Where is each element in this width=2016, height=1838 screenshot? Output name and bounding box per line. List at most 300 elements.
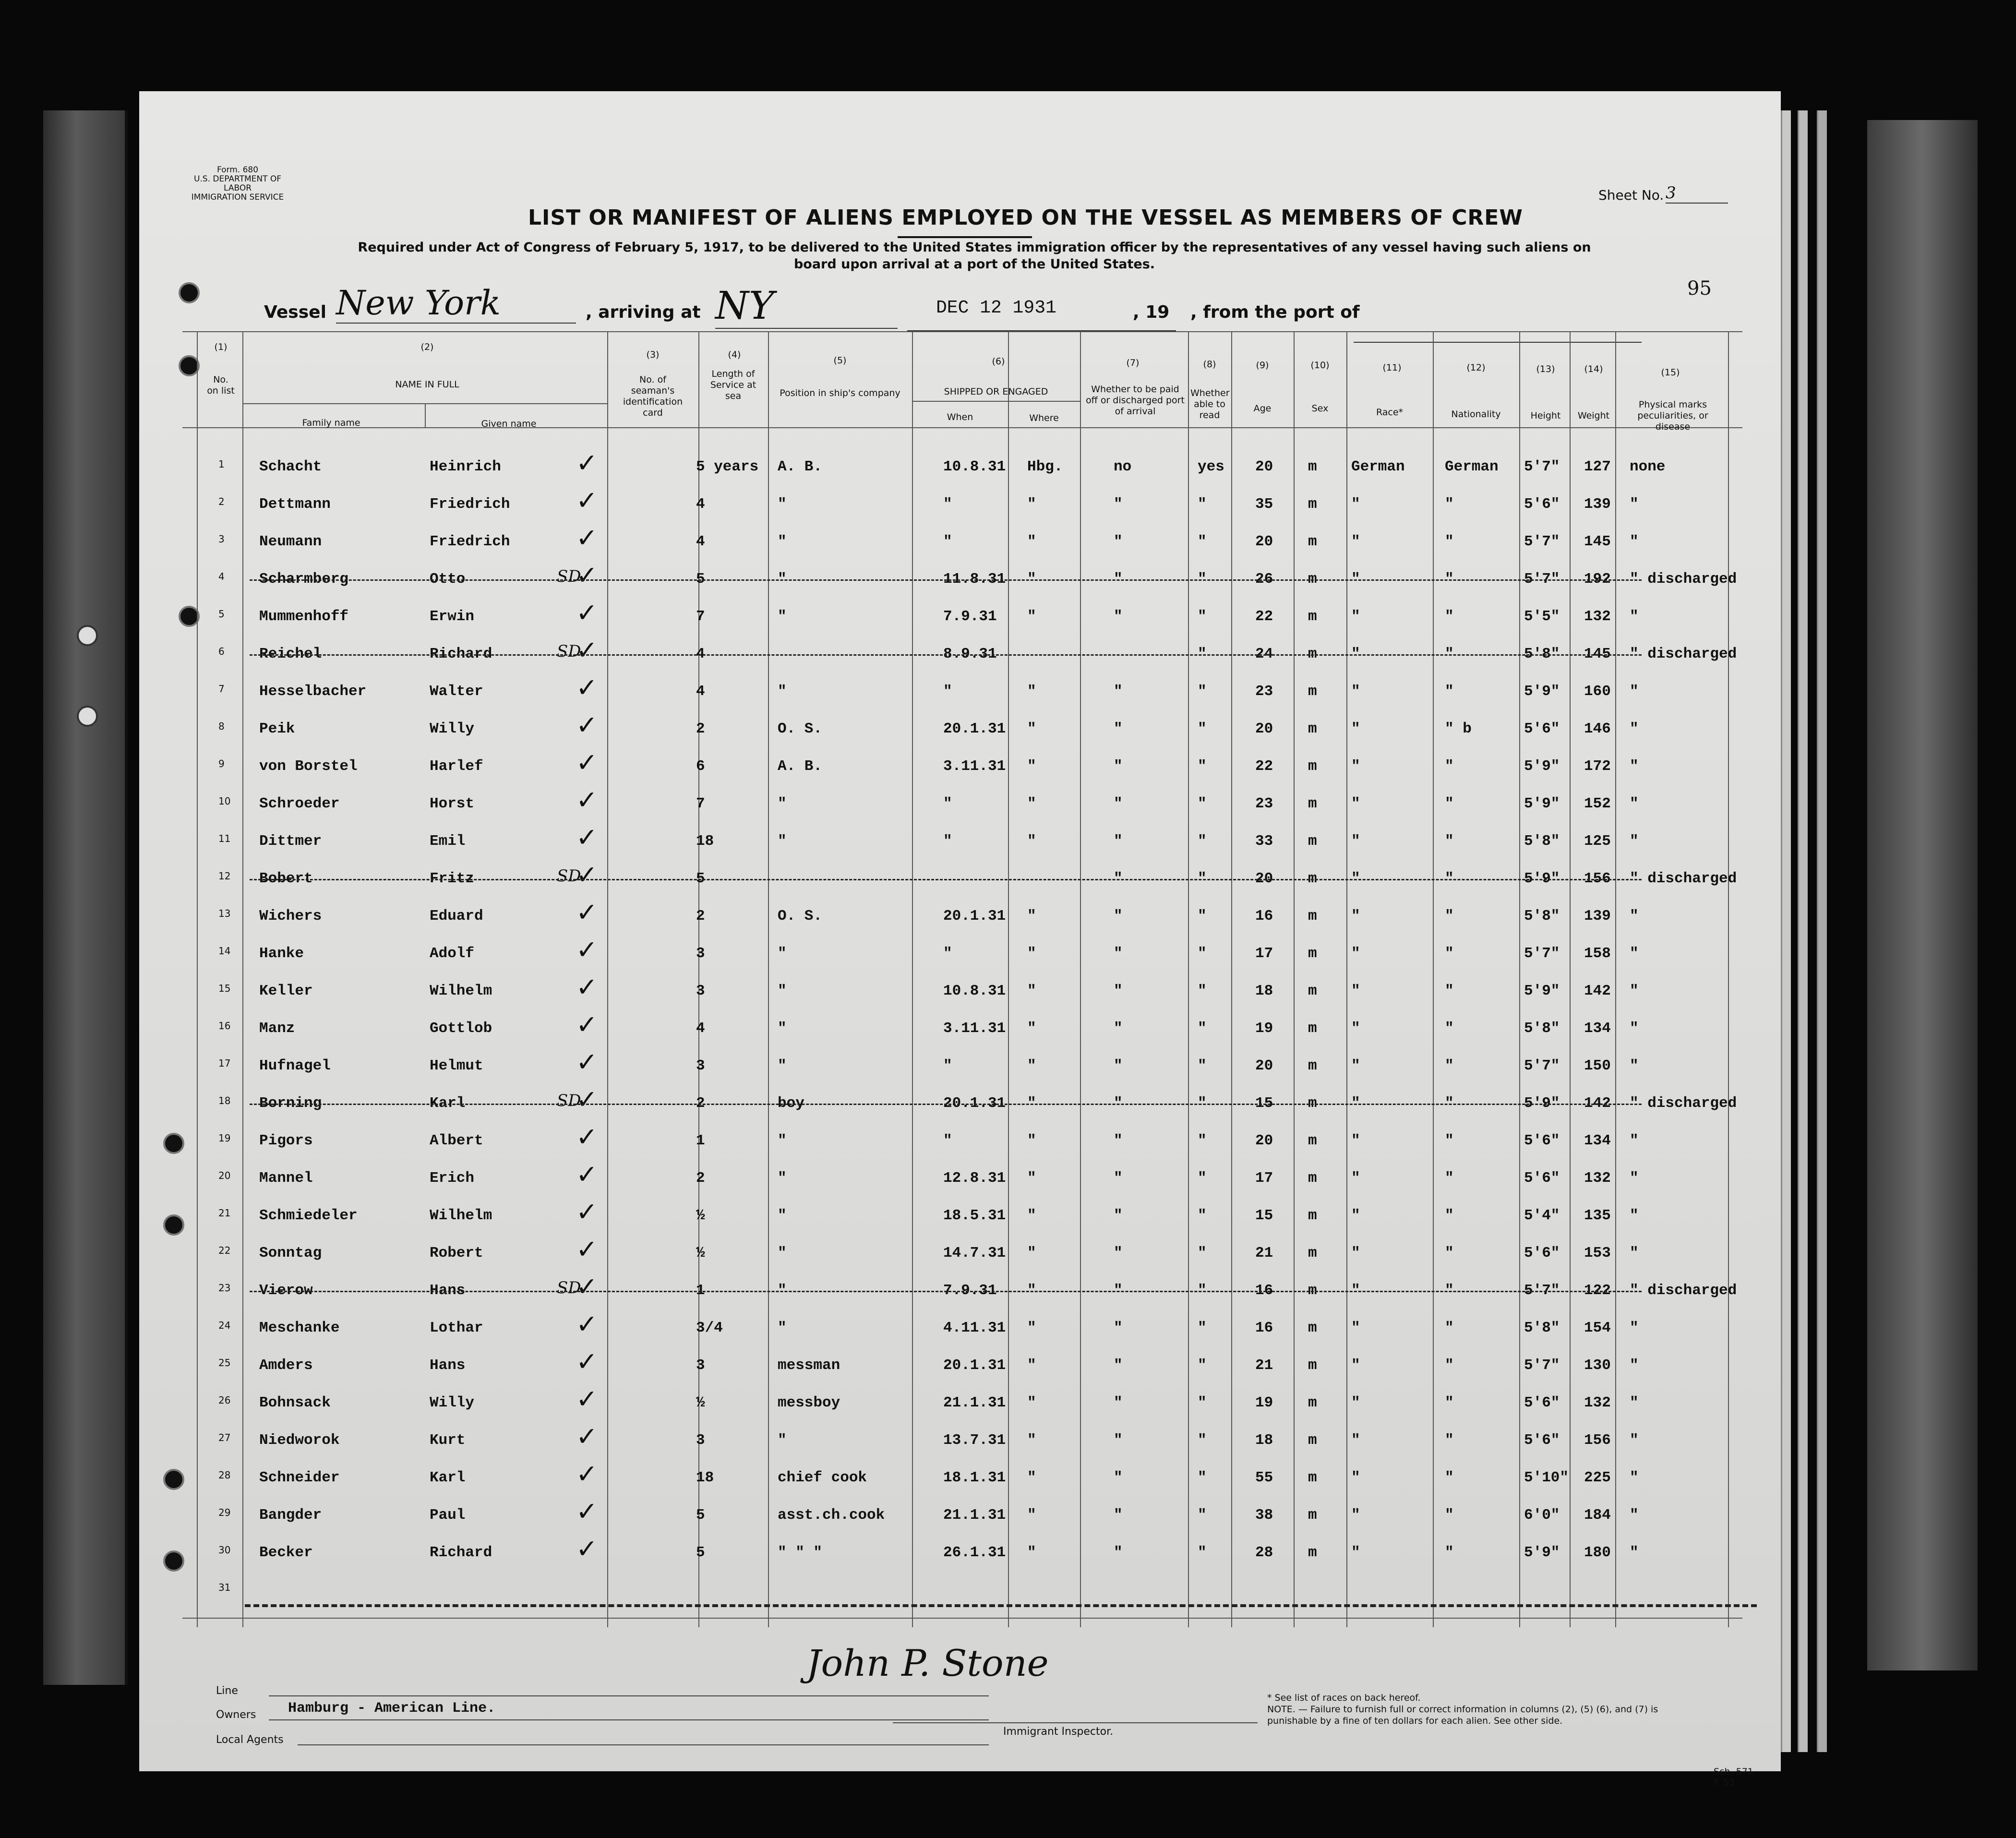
- given-name: Fritz: [430, 870, 475, 887]
- paid-off: ": [1114, 870, 1123, 887]
- able-to-read: ": [1198, 1507, 1207, 1524]
- row-number: 12: [218, 870, 231, 882]
- engaged-when: ": [943, 533, 952, 550]
- family-name: Pigors: [259, 1132, 313, 1149]
- position: ": [778, 683, 787, 700]
- paid-off: ": [1114, 608, 1123, 625]
- table-row: [0, 1009, 1776, 1049]
- weight: 156: [1584, 1432, 1611, 1449]
- sex: m: [1308, 908, 1317, 925]
- race: ": [1351, 646, 1360, 662]
- race: ": [1351, 1357, 1360, 1374]
- table-top-border: [182, 331, 1742, 332]
- position: ": [778, 1245, 787, 1261]
- engaged-when: ": [943, 683, 952, 700]
- age: 33: [1255, 833, 1273, 850]
- strike-through-line: [250, 654, 1642, 656]
- engaged-where: ": [1027, 795, 1036, 812]
- row-number: 18: [218, 1095, 231, 1106]
- race: ": [1351, 1095, 1360, 1112]
- service-length: 3: [696, 1432, 705, 1449]
- engaged-when: 20.1.31: [943, 1357, 1006, 1374]
- service-length: 2: [696, 908, 705, 925]
- position: O. S.: [778, 721, 823, 737]
- form-identifier: [182, 166, 293, 202]
- nationality: ": [1445, 833, 1454, 850]
- given-name: Harlef: [430, 758, 483, 775]
- family-name: Hanke: [259, 945, 304, 962]
- age: 16: [1255, 1320, 1273, 1336]
- physical-marks: ": [1630, 1020, 1639, 1037]
- check-mark-icon: ✓: [576, 1309, 598, 1339]
- vessel-name: New York: [336, 283, 576, 324]
- nationality: ": [1445, 1207, 1454, 1224]
- engaged-when: ": [943, 1132, 952, 1149]
- table-row: [0, 1047, 1776, 1086]
- paid-off: ": [1114, 908, 1123, 925]
- check-mark-icon: ✓: [576, 485, 598, 516]
- given-name: Paul: [430, 1507, 466, 1524]
- paid-off: ": [1114, 945, 1123, 962]
- engaged-where: ": [1027, 1132, 1036, 1149]
- strike-through-line: [250, 879, 1642, 880]
- table-bottom-border: [182, 1618, 1742, 1619]
- col6-header: SHIPPED OR ENGAGED: [944, 386, 1048, 397]
- weight: 192: [1584, 571, 1611, 588]
- engaged-when: 14.7.31: [943, 1245, 1006, 1261]
- table-row: [0, 1272, 1776, 1311]
- height: 5'6": [1524, 1245, 1560, 1261]
- table-row: [0, 935, 1776, 974]
- paid-off: no: [1114, 458, 1132, 475]
- nationality: ": [1445, 533, 1454, 550]
- check-mark-icon: ✓: [576, 1009, 598, 1040]
- check-mark-icon: ✓: [576, 1496, 598, 1526]
- position: ": [778, 795, 787, 812]
- physical-marks: " discharged: [1630, 646, 1737, 662]
- local-agents-label: Local Agents: [216, 1734, 284, 1746]
- schedule-id: [1714, 1766, 1753, 1788]
- sex: m: [1308, 458, 1317, 475]
- local-agents-field: [298, 1744, 989, 1745]
- able-to-read: ": [1198, 646, 1207, 662]
- row-number: 16: [218, 1020, 231, 1032]
- paid-off: ": [1114, 1507, 1123, 1524]
- able-to-read: ": [1198, 721, 1207, 737]
- from-port-label: , from the port of: [1190, 302, 1360, 322]
- page-number: 95: [1687, 277, 1712, 300]
- engaged-where: ": [1027, 1544, 1036, 1561]
- family-name: Bobert: [259, 870, 313, 887]
- nationality: ": [1445, 758, 1454, 775]
- sex: m: [1308, 721, 1317, 737]
- weight: 145: [1584, 646, 1611, 662]
- able-to-read: ": [1198, 1132, 1207, 1149]
- table-row: [0, 598, 1776, 637]
- position: ": [778, 1282, 787, 1299]
- table-row: [0, 1421, 1776, 1461]
- height: 5'6": [1524, 1170, 1560, 1187]
- able-to-read: ": [1198, 571, 1207, 588]
- col2-header: NAME IN FULL: [395, 379, 459, 390]
- engaged-when: 20.1.31: [943, 721, 1006, 737]
- sex: m: [1308, 1245, 1317, 1261]
- able-to-read: ": [1198, 1320, 1207, 1336]
- punch-hole: [179, 282, 200, 303]
- sex: m: [1308, 1507, 1317, 1524]
- table-row: [0, 485, 1776, 525]
- col10-header: Sex: [1311, 403, 1329, 414]
- nationality: ": [1445, 1132, 1454, 1149]
- height: 5'7": [1524, 571, 1560, 588]
- height: 5'9": [1524, 983, 1560, 999]
- race: ": [1351, 1282, 1360, 1299]
- paid-off: ": [1114, 1095, 1123, 1112]
- engaged-where: ": [1027, 1170, 1036, 1187]
- paid-off: ": [1114, 833, 1123, 850]
- physical-marks: ": [1630, 758, 1639, 775]
- engaged-when: 18.1.31: [943, 1469, 1006, 1486]
- nationality: ": [1445, 608, 1454, 625]
- weight: 139: [1584, 908, 1611, 925]
- nationality: ": [1445, 1544, 1454, 1561]
- col12-header: Nationality: [1451, 409, 1501, 420]
- schedule-number: Sch. 571: [1714, 1766, 1753, 1777]
- height: 5'8": [1524, 833, 1560, 850]
- paid-off: ": [1114, 795, 1123, 812]
- race: ": [1351, 908, 1360, 925]
- age: 21: [1255, 1245, 1273, 1261]
- race: ": [1351, 795, 1360, 812]
- check-mark-icon: ✓: [576, 710, 598, 740]
- paid-off: ": [1114, 683, 1123, 700]
- row-number: 6: [218, 646, 225, 657]
- able-to-read: ": [1198, 533, 1207, 550]
- age: 24: [1255, 646, 1273, 662]
- able-to-read: ": [1198, 908, 1207, 925]
- height: 5'7": [1524, 1357, 1560, 1374]
- col1-header: No. on list: [207, 374, 235, 396]
- able-to-read: ": [1198, 1432, 1207, 1449]
- inspector-label: Immigrant Inspector.: [1003, 1726, 1114, 1738]
- check-mark-icon: ✓: [576, 448, 598, 478]
- weight: 134: [1584, 1020, 1611, 1037]
- paid-off: ": [1114, 721, 1123, 737]
- table-row: [0, 523, 1776, 562]
- height: 5'6": [1524, 1394, 1560, 1411]
- engaged-when: 11.8.31: [943, 571, 1006, 588]
- able-to-read: ": [1198, 983, 1207, 999]
- weight: 184: [1584, 1507, 1611, 1524]
- table-row: [0, 1309, 1776, 1348]
- age: 19: [1255, 1020, 1273, 1037]
- col5-number: (5): [833, 355, 847, 366]
- weight: 135: [1584, 1207, 1611, 1224]
- line-label: Line: [216, 1685, 238, 1697]
- engaged-where: Hbg.: [1027, 458, 1063, 475]
- check-mark-icon: ✓: [576, 860, 598, 890]
- height: 5'8": [1524, 908, 1560, 925]
- height: 5'7": [1524, 945, 1560, 962]
- weight: 146: [1584, 721, 1611, 737]
- table-row: [0, 860, 1776, 899]
- age: 20: [1255, 458, 1273, 475]
- family-name: Hesselbacher: [259, 683, 367, 700]
- weight: 156: [1584, 870, 1611, 887]
- weight: 132: [1584, 1394, 1611, 1411]
- paid-off: ": [1114, 758, 1123, 775]
- service-name: IMMIGRATION SERVICE: [191, 192, 284, 202]
- position: boy: [778, 1095, 804, 1112]
- paid-off: ": [1114, 1320, 1123, 1336]
- page-subtitle: Required under Act of Congress of February 5, 1917, to be delivered to the United States immigration officer by the representatives of any vessel having such aliens on board upon arrival at a port of the United States.: [358, 240, 1591, 272]
- service-length: 1: [696, 1132, 705, 1149]
- paid-off: ": [1114, 983, 1123, 999]
- race: ": [1351, 683, 1360, 700]
- given-name: Willy: [430, 1394, 475, 1411]
- from-port-line: [1354, 342, 1642, 343]
- sex: m: [1308, 646, 1317, 662]
- page-edge: [1817, 110, 1827, 1752]
- row-number: 2: [218, 496, 225, 507]
- table-row: [0, 1534, 1776, 1573]
- given-name: Erwin: [430, 608, 475, 625]
- race: ": [1351, 1170, 1360, 1187]
- row-number: 22: [218, 1245, 231, 1256]
- weight: 152: [1584, 795, 1611, 812]
- col1-number: (1): [214, 342, 228, 352]
- nationality: German: [1445, 458, 1499, 475]
- age: 38: [1255, 1507, 1273, 1524]
- family-name: Mannel: [259, 1170, 313, 1187]
- check-mark-icon: ✓: [576, 1084, 598, 1115]
- weight: 122: [1584, 1282, 1611, 1299]
- sd-annotation: SD: [557, 866, 581, 886]
- binder-right: [1867, 120, 1978, 1670]
- position: A. B.: [778, 458, 823, 475]
- sheet-label: Sheet No.: [1598, 187, 1664, 203]
- engaged-when: 13.7.31: [943, 1432, 1006, 1449]
- position: ": [778, 1057, 787, 1074]
- age: 17: [1255, 1170, 1273, 1187]
- nationality: ": [1445, 646, 1454, 662]
- given-name: Hans: [430, 1282, 466, 1299]
- service-length: 4: [696, 533, 705, 550]
- family-name: Amders: [259, 1357, 313, 1374]
- sex: m: [1308, 608, 1317, 625]
- engaged-where: ": [1027, 608, 1036, 625]
- given-name-header: Given name: [481, 419, 537, 429]
- physical-marks: ": [1630, 1207, 1639, 1224]
- engaged-when: 21.1.31: [943, 1507, 1006, 1524]
- physical-marks: " discharged: [1630, 571, 1737, 588]
- able-to-read: ": [1198, 795, 1207, 812]
- height: 5'9": [1524, 1095, 1560, 1112]
- row-number: 10: [218, 795, 231, 807]
- age: 16: [1255, 908, 1273, 925]
- paid-off: ": [1114, 496, 1123, 513]
- signature-line: [893, 1722, 1258, 1723]
- height: 5'5": [1524, 608, 1560, 625]
- paid-off: ": [1114, 1057, 1123, 1074]
- engaged-when: 7.9.31: [943, 608, 997, 625]
- family-name: Vierow: [259, 1282, 313, 1299]
- sex: m: [1308, 1357, 1317, 1374]
- check-mark-icon: ✓: [576, 1047, 598, 1077]
- given-name: Wilhelm: [430, 1207, 492, 1224]
- given-name: Robert: [430, 1245, 483, 1261]
- nationality: ": [1445, 1282, 1454, 1299]
- row-number: 28: [218, 1469, 231, 1481]
- given-name: Helmut: [430, 1057, 483, 1074]
- weight: 127: [1584, 458, 1611, 475]
- sex: m: [1308, 1469, 1317, 1486]
- nationality: ": [1445, 1057, 1454, 1074]
- height: 5'7": [1524, 1282, 1560, 1299]
- sex: m: [1308, 1394, 1317, 1411]
- age: 15: [1255, 1207, 1273, 1224]
- nationality: ": [1445, 1245, 1454, 1261]
- family-name: Meschanke: [259, 1320, 340, 1336]
- check-mark-icon: ✓: [576, 1159, 598, 1189]
- nationality: ": [1445, 983, 1454, 999]
- given-name: Richard: [430, 1544, 492, 1561]
- position: ": [778, 571, 787, 588]
- age: 20: [1255, 721, 1273, 737]
- physical-marks: " discharged: [1630, 1282, 1737, 1299]
- sex: m: [1308, 833, 1317, 850]
- family-name: Schmiedeler: [259, 1207, 358, 1224]
- physical-marks: ": [1630, 721, 1639, 737]
- family-name-header: Family name: [302, 418, 360, 428]
- strike-through-line: [250, 579, 1642, 581]
- check-mark-icon: ✓: [576, 1384, 598, 1414]
- height: 5'6": [1524, 1132, 1560, 1149]
- engaged-where: ": [1027, 1095, 1036, 1112]
- height: 5'6": [1524, 496, 1560, 513]
- given-name: Lothar: [430, 1320, 483, 1336]
- position: A. B.: [778, 758, 823, 775]
- family-name: Niedworok: [259, 1432, 340, 1449]
- able-to-read: ": [1198, 945, 1207, 962]
- col9-header: Age: [1253, 403, 1272, 414]
- age: 23: [1255, 683, 1273, 700]
- race: ": [1351, 1020, 1360, 1037]
- engaged-where: ": [1027, 833, 1036, 850]
- given-name: Otto: [430, 571, 466, 588]
- sex: m: [1308, 1320, 1317, 1336]
- table-row: [0, 897, 1776, 937]
- row-number: 1: [218, 458, 225, 470]
- age: 19: [1255, 1394, 1273, 1411]
- able-to-read: ": [1198, 1170, 1207, 1187]
- weight: 158: [1584, 945, 1611, 962]
- sex: m: [1308, 870, 1317, 887]
- nationality: " b: [1445, 721, 1472, 737]
- title-underline: [898, 236, 1032, 238]
- service-length: ½: [696, 1394, 705, 1411]
- inspector-signature: John P. Stone: [806, 1642, 1049, 1684]
- physical-marks: ": [1630, 683, 1639, 700]
- height: 5'9": [1524, 758, 1560, 775]
- table-row: [0, 1496, 1776, 1536]
- engaged-where: ": [1027, 1282, 1036, 1299]
- physical-marks: ": [1630, 608, 1639, 625]
- family-name: Manz: [259, 1020, 295, 1037]
- col2-number: (2): [420, 342, 434, 352]
- engaged-where: ": [1027, 1320, 1036, 1336]
- table-row: [0, 1122, 1776, 1161]
- sex: m: [1308, 795, 1317, 812]
- sex: m: [1308, 1282, 1317, 1299]
- weight: 172: [1584, 758, 1611, 775]
- given-name: Hans: [430, 1357, 466, 1374]
- able-to-read: ": [1198, 1394, 1207, 1411]
- col11-number: (11): [1382, 362, 1402, 373]
- weight: 142: [1584, 1095, 1611, 1112]
- engaged-where: ": [1027, 1057, 1036, 1074]
- service-length: 7: [696, 608, 705, 625]
- position: ": [778, 1020, 787, 1037]
- position: ": [778, 983, 787, 999]
- engaged-when: 3.11.31: [943, 1020, 1006, 1037]
- given-name: Friedrich: [430, 496, 510, 513]
- weight: 180: [1584, 1544, 1611, 1561]
- physical-marks: ": [1630, 1357, 1639, 1374]
- height: 5'9": [1524, 870, 1560, 887]
- col7-header: Whether to be paid off or discharged port of arrival: [1086, 384, 1185, 417]
- check-mark-icon: ✓: [576, 673, 598, 703]
- race: German: [1351, 458, 1405, 475]
- position: chief cook: [778, 1469, 867, 1486]
- physical-marks: ": [1630, 533, 1639, 550]
- service-length: 7: [696, 795, 705, 812]
- height: 5'9": [1524, 683, 1560, 700]
- weight: 225: [1584, 1469, 1611, 1486]
- when-header: When: [947, 412, 973, 422]
- able-to-read: ": [1198, 608, 1207, 625]
- row-number: 14: [218, 945, 231, 957]
- able-to-read: ": [1198, 1469, 1207, 1486]
- check-mark-icon: ✓: [576, 1197, 598, 1227]
- race: ": [1351, 1544, 1360, 1561]
- able-to-read: ": [1198, 683, 1207, 700]
- given-name: Gottlob: [430, 1020, 492, 1037]
- sex: m: [1308, 1095, 1317, 1112]
- able-to-read: ": [1198, 1020, 1207, 1037]
- table-row: [0, 1346, 1776, 1386]
- nationality: ": [1445, 683, 1454, 700]
- sd-annotation: SD: [557, 1278, 581, 1297]
- position: messboy: [778, 1394, 840, 1411]
- service-length: 2: [696, 1170, 705, 1187]
- service-length: 1: [696, 1282, 705, 1299]
- col14-header: Weight: [1577, 410, 1610, 421]
- col6-number: (6): [992, 356, 1005, 367]
- nationality: ": [1445, 1394, 1454, 1411]
- weight: 150: [1584, 1057, 1611, 1074]
- page-title: LIST OR MANIFEST OF ALIENS EMPLOYED ON THE VESSEL AS MEMBERS OF CREW: [528, 205, 1523, 230]
- engaged-where: ": [1027, 1432, 1036, 1449]
- paid-off: ": [1114, 1432, 1123, 1449]
- given-name: Erich: [430, 1170, 475, 1187]
- table-row: [0, 1384, 1776, 1423]
- check-mark-icon: ✓: [576, 897, 598, 927]
- form-f-number: F. 53: [1714, 1777, 1735, 1788]
- able-to-read: ": [1198, 1057, 1207, 1074]
- service-length: 18: [696, 833, 714, 850]
- nationality: ": [1445, 1020, 1454, 1037]
